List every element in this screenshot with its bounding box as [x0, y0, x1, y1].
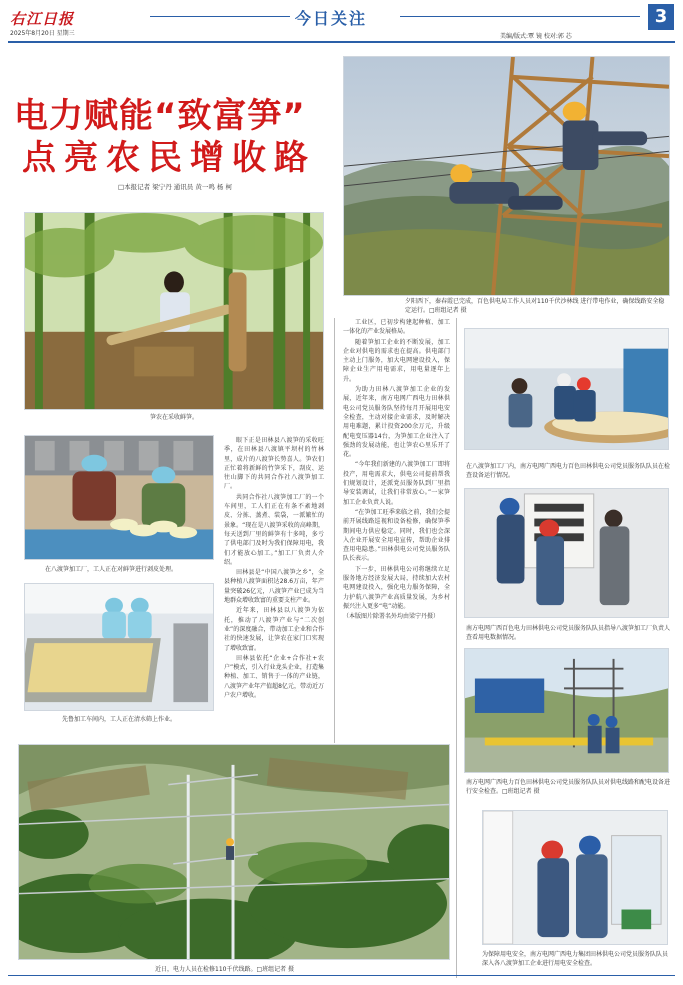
column-divider: [334, 318, 335, 743]
photo-plant-inspection: [464, 328, 669, 450]
caption-processing-workers: 在八渡笋加工厂，工人正在对鲜笋进行剥皮处理。: [45, 566, 178, 573]
byline: □本报记者 梁宁丹 通讯员 黄一鸣 杨 柯: [118, 183, 232, 191]
section-title: 今日关注: [295, 9, 368, 28]
caption-line-workers: 夕阳西下，秦春霞已完成，百色供电局工作人员对110千伏沙林线 进行带电作业，确保线路安全稳定运行。□班组记者 摄: [405, 298, 665, 314]
photo-bamboo-farmer: [24, 212, 324, 410]
article-column-middle: [343, 318, 450, 738]
photo-line-workers: [343, 56, 670, 296]
caption-control-panel: 南方电网广西百色电力田林供电公司党员服务队队员指导八渡笋加工厂负责人查看用电数据情况。: [466, 625, 671, 641]
article-paragraph: 为助力田林八渡笋加工企业的发展，近年来，南方电网广西电力田林供电公司党员服务队坚持每月开展用电安全检查，主动对接企业需求，及时解决用电难题，累计投资200余万元，升级配电变压器14台，为笋加工企业注入了强劲的发展动能，也让笋农心里乐开了花。: [343, 386, 450, 459]
headline-line-2: 点亮农民增收路: [22, 138, 316, 178]
issue-date: 2025年8月20日 星期三: [10, 30, 75, 37]
photo-processing-workers: [24, 435, 214, 560]
article-paragraph: 近年来，田林县以八渡笋为依托，推动了八渡笋产业与“二次创业”的深度融合，带动加工企业和合作社的快速发展，让笋农在家门口实现了增收致富。: [224, 607, 324, 652]
photo-substation: [464, 648, 669, 773]
page-number: 3: [648, 4, 674, 30]
article-paragraph: 共同合作社八渡笋加工厂的一个车间里，工人们正在有条不紊地剥皮、分拣、蒸煮、装袋，一派繁忙的景象。“现在是八渡笋采收的高峰期，每天送到厂里的鲜笋有十多吨，多亏了供电部门及时为我们保障用电，我们才能放心加工。”加工厂负责人介绍。: [224, 493, 324, 566]
photo-control-panel: [464, 488, 669, 618]
caption-meter-check: 为保障用电安全，南方电网广西电力集团田林供电公司党员服务队队员深入各八渡笋加工企业进行用电安全检查。: [482, 951, 669, 967]
photo-meter-check: [482, 810, 668, 945]
article-paragraph: 工业区，已初步构建起种植、加工一体化的产业发展格局。: [343, 319, 450, 336]
caption-plant-inspection: 在八渡笋加工厂内，南方电网广西电力百色田林供电公司党员服务队队员在检查设备运行情况。: [466, 463, 671, 479]
header-rule-right: [400, 16, 640, 17]
caption-pylon: 近日，电力人员在检修110千伏线路。□班组记者 摄: [155, 966, 295, 973]
column-divider: [456, 318, 457, 978]
caption-factory: 先鲁加工车间内，工人正在清水筛上作业。: [62, 716, 177, 723]
article-paragraph: 田林县是“中国八渡笋之乡”，全县种植八渡笋面积达28.6万亩，年产量突破26亿元，八渡笋产业已成为当地群众增收致富的重要支柱产业。: [224, 569, 324, 605]
header-rule-left: [150, 16, 290, 17]
photo-credit: （本版图片除署名外均由梁宁丹摄）: [343, 613, 440, 621]
caption-substation: 南方电网广西电力百色田林供电公司党员服务队队员对供电线路和配电设备进行安全检查。□班组记者 摄: [466, 779, 671, 795]
footer-divider: [8, 975, 675, 976]
article-paragraph: “在笋加工旺季来临之前，我们会提前开展线路巡视和设备检修，确保笋季期间电力供应稳定。同时，我们也会深入企业开展安全用电宣传，帮助企业排查用电隐患。”田林供电公司党员服务队队长表示。: [343, 508, 450, 563]
photo-pylon: [18, 744, 450, 960]
photo-factory: [24, 583, 214, 711]
article-column-left: [224, 436, 324, 741]
page-header: [0, 0, 683, 40]
editors-credit: 美编/版式:覃 镜 校对:郭 芯: [500, 33, 572, 40]
headline-line-1: 电力赋能“致富笋”: [14, 96, 306, 136]
article-paragraph: 下一步，田林供电公司将继续立足服务地方经济发展大局，持续加大农村电网建设投入，强化电力服务保障，全力护航八渡笋产业高质量发展，为乡村振兴注入更多“电”动能。: [343, 565, 450, 610]
header-divider: [8, 41, 675, 43]
article-paragraph: “今年我们新建的八渡笋加工厂即将投产，用电需求大，供电公司提前帮我们规划设计，还派党员服务队到厂里指导安装调试，让我们非常放心。”一家笋加工企业负责人说。: [343, 461, 450, 506]
article-paragraph: 田林县依托“企业+合作社+农户”模式，引入行业龙头企业，打造集种植、加工、销售于一体的产业链，八渡笋产业年产值超8亿元，带动近万户农户增收。: [224, 654, 324, 700]
article-paragraph: 随着笋加工企业的不断发展，加工企业对供电的需求也在提高。供电部门主动上门服务，加大电网建设投入，保障企业生产用电需求，用电量逐年上升。: [343, 338, 450, 383]
newspaper-logo: 右江日报: [10, 10, 75, 28]
article-paragraph: 眼下正是田林县八渡笋的采收旺季，在田林县八渡镇平坝村的竹林里，成片的八渡笋长势喜人。笋农们正忙着将新鲜的竹笋采下，刮皮、运往山脚下的共同合作社八渡笋加工厂。: [224, 437, 324, 491]
caption-bamboo-farmer: 笋农在采收鲜笋。: [150, 414, 199, 421]
